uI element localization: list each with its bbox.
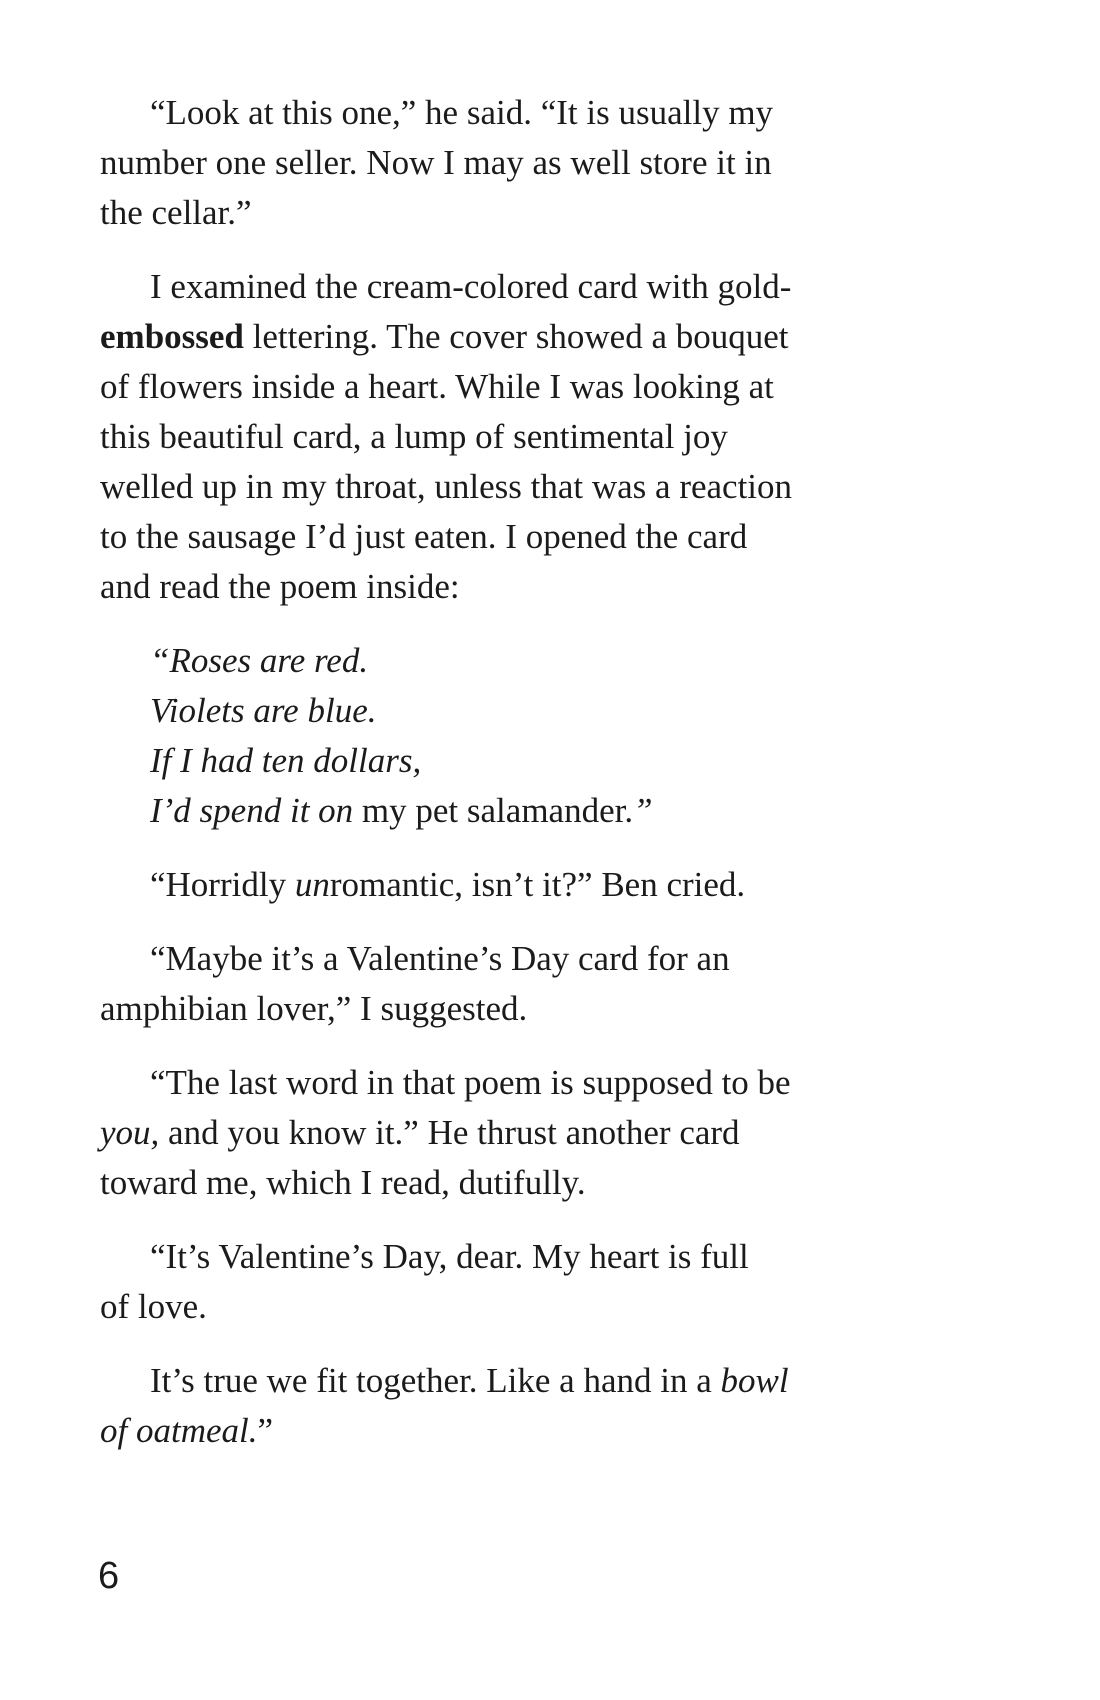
text-line: “Look at this one,” he said. “It is usually my <box>150 93 774 132</box>
paragraph-4 <box>100 934 920 1034</box>
text-line: of flowers inside a heart. While I was looking at <box>100 367 774 406</box>
poem-line: Violets are blue. <box>150 691 377 730</box>
poem-line: “Roses are red. <box>150 641 369 680</box>
text-segment: and you know it.” He thrust another card <box>159 1113 740 1152</box>
bold-word-embossed: embossed <box>100 317 244 356</box>
text-line: amphibian lover,” I suggested. <box>100 989 528 1028</box>
text-segment-italic: un <box>294 865 330 904</box>
text-segment-italic: of oatmeal. <box>100 1411 258 1450</box>
text-line <box>100 312 920 362</box>
text-segment: my pet salamander. <box>353 791 634 830</box>
text-segment-italic: ” <box>633 791 653 830</box>
text-line: the cellar.” <box>100 193 252 232</box>
text-line: welled up in my throat, unless that was a reaction <box>100 467 793 506</box>
poem-line <box>150 786 920 836</box>
text-line: of love. <box>100 1287 207 1326</box>
text-segment: “Horridly <box>150 865 295 904</box>
paragraph-2 <box>100 262 920 612</box>
text-segment: ” <box>257 1411 274 1450</box>
text-line: to the sausage I’d just eaten. I opened the card <box>100 517 748 556</box>
paragraph-1 <box>100 88 920 238</box>
text-line: number one seller. Now I may as well store it in <box>100 143 772 182</box>
text-segment: It’s true we fit together. Like a hand in a <box>150 1361 721 1400</box>
text-line <box>100 1356 920 1406</box>
text-line: and read the poem inside: <box>100 567 460 606</box>
paragraph-3 <box>100 860 920 910</box>
text-segment-italic: you, <box>100 1113 160 1152</box>
text-line <box>100 860 920 910</box>
text-line: “The last word in that poem is supposed to be <box>150 1063 791 1102</box>
paragraph-5 <box>100 1058 920 1208</box>
poem-block <box>100 636 920 836</box>
poem-line: If I had ten dollars, <box>150 741 422 780</box>
paragraph-7 <box>100 1356 920 1456</box>
text-line: I examined the cream-colored card with gold- <box>150 267 792 306</box>
text-line: toward me, which I read, dutifully. <box>100 1163 586 1202</box>
paragraph-6 <box>100 1232 920 1332</box>
text-line: “It’s Valentine’s Day, dear. My heart is full <box>150 1237 749 1276</box>
text-line: “Maybe it’s a Valentine’s Day card for an <box>150 939 730 978</box>
text-line <box>100 1406 920 1456</box>
text-segment-italic: bowl <box>720 1361 789 1400</box>
text-line <box>100 1108 920 1158</box>
text-line: this beautiful card, a lump of sentimental joy <box>100 417 728 456</box>
text-segment-italic: I’d spend it on <box>150 791 354 830</box>
text-segment: romantic, isn’t it?” Ben cried. <box>329 865 746 904</box>
page-number: 6 <box>98 1555 120 1597</box>
page-body <box>100 88 920 1480</box>
text-segment: lettering. The cover showed a bouquet <box>243 317 789 356</box>
